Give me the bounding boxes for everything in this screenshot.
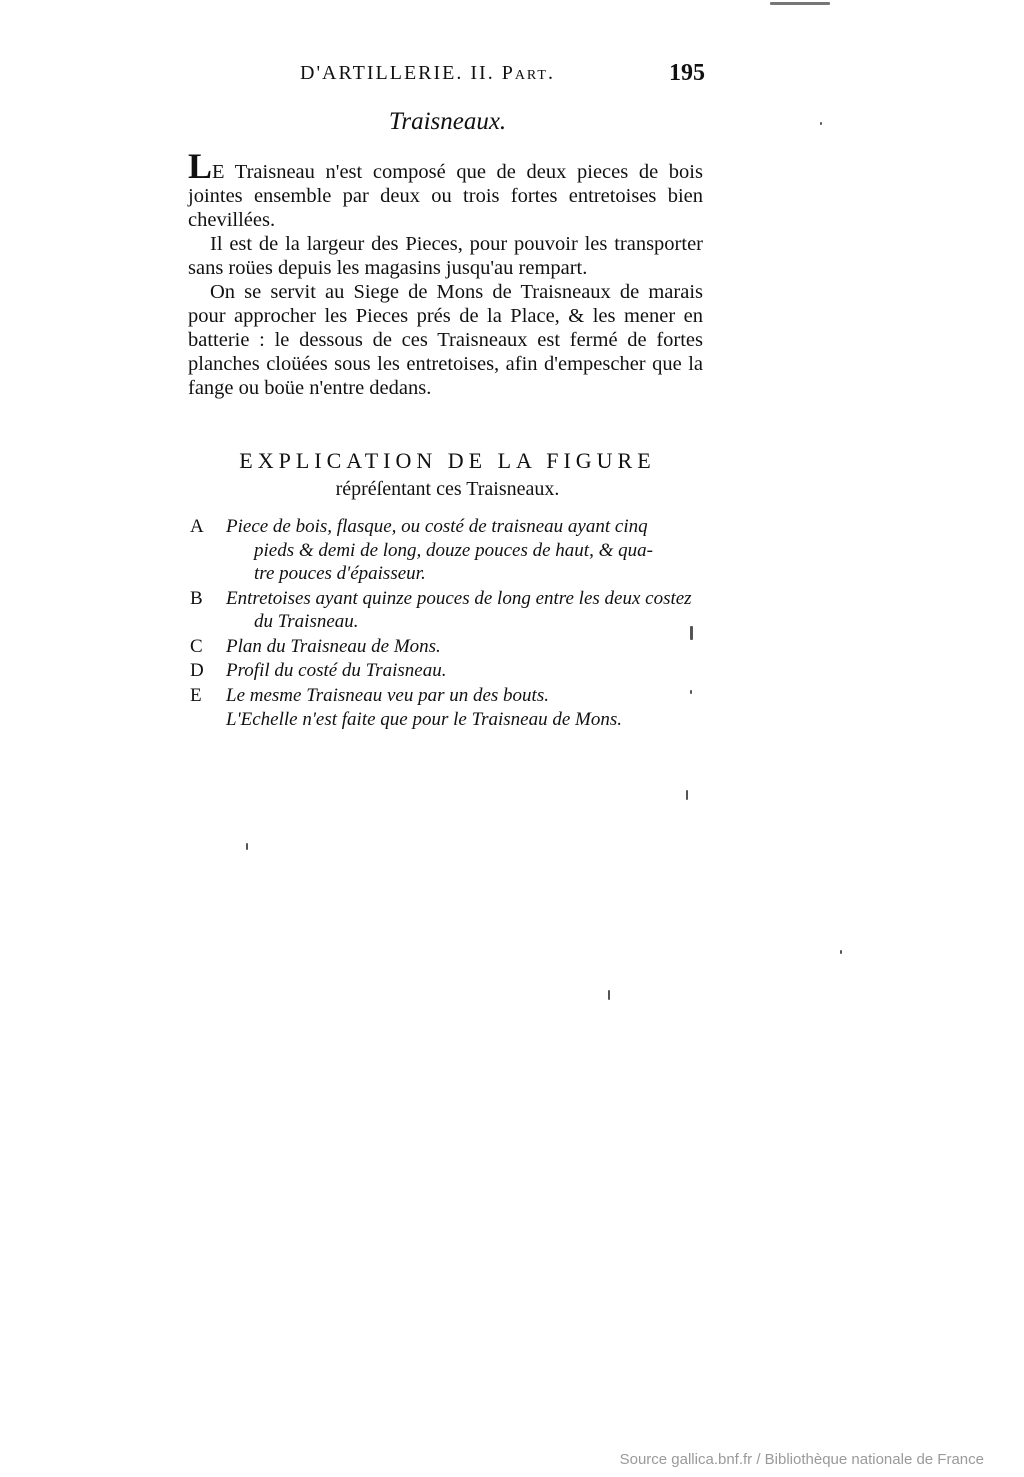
legend-item-e	[190, 684, 705, 708]
paragraph-1-text: E Traisneau n'est composé que de deux pieces de bois jointes ensemble par deux ou trois fortes entretoises bien chevillées.	[188, 161, 703, 231]
legend-item-a	[190, 515, 705, 586]
legend-letter: B	[190, 587, 203, 609]
legend-text	[226, 587, 692, 634]
legend-continuation: du Traisneau.	[254, 611, 359, 632]
legend-letter: A	[190, 516, 204, 537]
legend-text	[226, 515, 653, 586]
legend-letter: C	[190, 635, 203, 657]
scale-note: L'Echelle n'est faite que pour le Traisneau de Mons.	[226, 709, 622, 730]
drop-cap: L	[188, 146, 213, 186]
explication-title: EXPLICATION DE LA FIGURE	[239, 448, 656, 473]
legend-line: Entretoises ayant quinze pouces de long entre les deux costez	[226, 587, 692, 609]
legend-item-c	[190, 635, 705, 659]
legend-letter: D	[190, 660, 204, 681]
paragraph-1	[188, 146, 703, 232]
source-footer: Source gallica.bnf.fr / Bibliothèque nationale de France	[619, 1451, 984, 1468]
running-title: D'ARTILLERIE. II. Part.	[300, 62, 555, 84]
legend-line: Piece de bois, flasque, ou costé de traisneau ayant cinq	[226, 516, 648, 537]
legend-continuation: tre pouces d'épaisseur.	[254, 563, 426, 584]
running-head	[190, 60, 705, 90]
legend-item-d	[190, 659, 705, 683]
paragraph-2: Il est de la largeur des Pieces, pour pouvoir les transporter sans roües depuis les magasins jusqu'au rempart.	[188, 233, 703, 279]
legend-letter: E	[190, 684, 202, 706]
legend-text: Le mesme Traisneau veu par un des bouts.	[226, 684, 549, 706]
figure-legend	[190, 515, 705, 732]
paragraph-3: On se servit au Siege de Mons de Traisneaux de marais pour approcher les Pieces prés de la Place, & les mener en batterie : le dessous de ces Traisneaux est fermé de fortes planches cloüées sous les entretoises, afin d'empescher que la fange ou boüe n'entre dedans.	[188, 281, 703, 399]
legend-continuation: pieds & demi de long, douze pouces de haut, & qua-	[254, 539, 653, 561]
legend-text: Plan du Traisneau de Mons.	[226, 635, 441, 657]
legend-item-b	[190, 587, 705, 634]
body-text	[188, 146, 703, 400]
legend-text: Profil du costé du Traisneau.	[226, 660, 447, 681]
page-number: 195	[669, 60, 705, 86]
section-title: Traisneaux.	[388, 108, 507, 135]
explication-subtitle: répréſentant ces Traisneaux.	[335, 478, 560, 500]
